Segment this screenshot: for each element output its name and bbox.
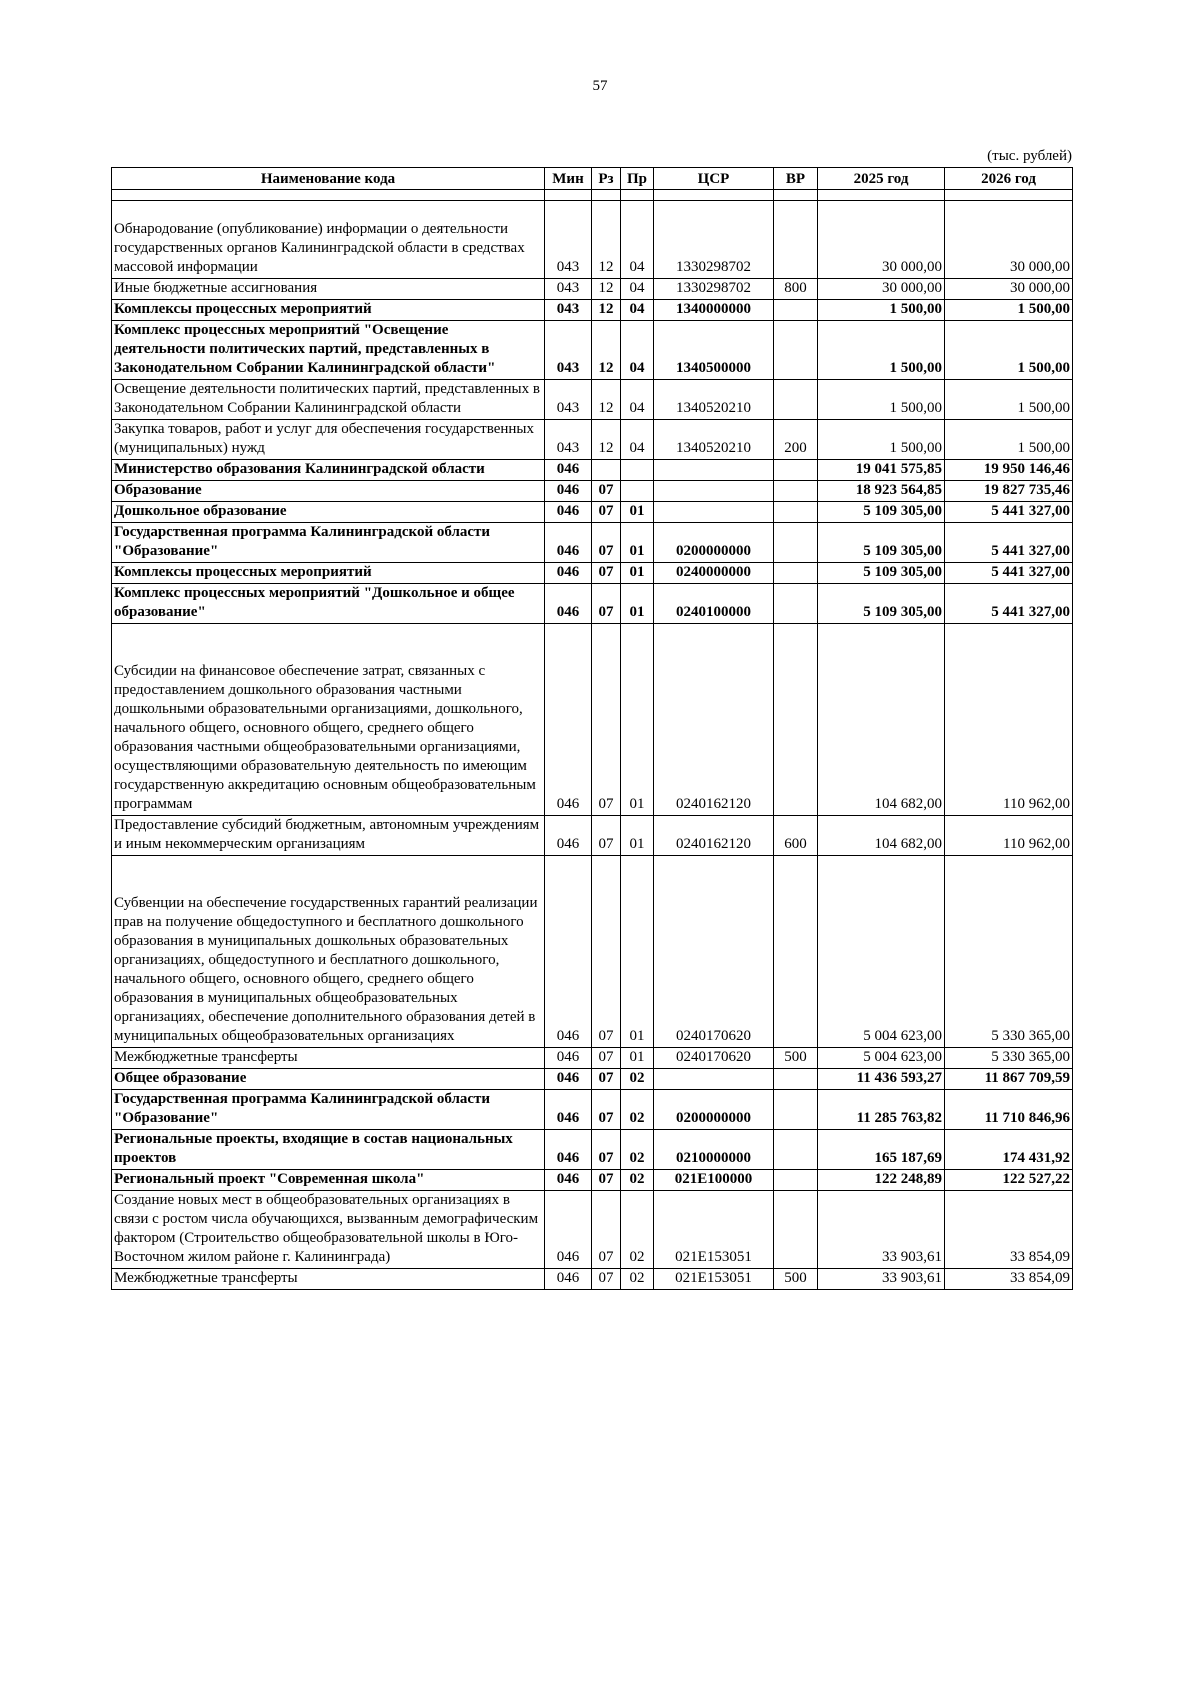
cell-min: 046	[545, 584, 592, 624]
cell-2025: 1 500,00	[818, 300, 945, 321]
cell-pr: 02	[621, 1069, 654, 1090]
cell-2025: 19 041 575,85	[818, 460, 945, 481]
cell-name: Государственная программа Калининградской области "Образование"	[112, 1090, 545, 1130]
cell-min: 046	[545, 1191, 592, 1269]
cell-2026: 30 000,00	[945, 201, 1073, 279]
table-row	[112, 201, 1073, 279]
cell-name: Освещение деятельности политических партий, представленных в Законодательном Собрании Калининградской области	[112, 380, 545, 420]
cell-rz: 12	[592, 321, 621, 380]
cell-rz: 12	[592, 380, 621, 420]
cell-csr: 1340520210	[654, 380, 774, 420]
table-row	[112, 1191, 1073, 1269]
header-name: Наименование кода	[112, 168, 545, 190]
cell-name: Субсидии на финансовое обеспечение затрат, связанных с предоставлением дошкольного образования частными дошкольными образовательными организациями, дошкольного, начального общего, основного общего, среднего общего образования частными общеобразовательными организациями, осуществляющими образовательную деятельность по имеющим государственную аккредитацию основным общеобразовательным программам	[112, 624, 545, 816]
cell-2026: 1 500,00	[945, 380, 1073, 420]
cell-min: 046	[545, 856, 592, 1048]
cell-2026: 33 854,09	[945, 1191, 1073, 1269]
cell-pr: 01	[621, 523, 654, 563]
cell-pr: 01	[621, 816, 654, 856]
table-row	[112, 502, 1073, 523]
cell-min: 046	[545, 1069, 592, 1090]
cell-rz: 07	[592, 1130, 621, 1170]
cell-2026: 5 441 327,00	[945, 563, 1073, 584]
table-row	[112, 481, 1073, 502]
cell-vr	[774, 502, 818, 523]
cell-name: Обнародование (опубликование) информации о деятельности государственных органов Калининградской области в средствах массовой информации	[112, 201, 545, 279]
cell-2025: 1 500,00	[818, 380, 945, 420]
cell-2025: 33 903,61	[818, 1269, 945, 1290]
cell-csr: 0240100000	[654, 584, 774, 624]
cell-pr: 01	[621, 584, 654, 624]
cell-name: Комплекс процессных мероприятий "Дошкольное и общее образование"	[112, 584, 545, 624]
cell-2025: 1 500,00	[818, 420, 945, 460]
cell-rz: 12	[592, 201, 621, 279]
cell-vr	[774, 460, 818, 481]
cell-2025: 1 500,00	[818, 321, 945, 380]
cell-min: 043	[545, 201, 592, 279]
cell-name: Общее образование	[112, 1069, 545, 1090]
cell-csr: 0240162120	[654, 816, 774, 856]
cell-min: 046	[545, 624, 592, 816]
cell-pr: 04	[621, 321, 654, 380]
cell-pr: 01	[621, 502, 654, 523]
table-row	[112, 1170, 1073, 1191]
cell-rz: 07	[592, 523, 621, 563]
cell-min: 046	[545, 563, 592, 584]
cell-vr	[774, 1090, 818, 1130]
cell-min: 046	[545, 1170, 592, 1191]
table-row	[112, 380, 1073, 420]
cell-min: 046	[545, 1269, 592, 1290]
cell-2025: 104 682,00	[818, 816, 945, 856]
cell-2025: 18 923 564,85	[818, 481, 945, 502]
cell-vr	[774, 523, 818, 563]
header-2025: 2025 год	[818, 168, 945, 190]
cell-2026: 5 441 327,00	[945, 584, 1073, 624]
cell-vr: 500	[774, 1269, 818, 1290]
cell-2026: 5 441 327,00	[945, 523, 1073, 563]
cell-name: Межбюджетные трансферты	[112, 1048, 545, 1069]
cell-2025: 30 000,00	[818, 279, 945, 300]
cell-pr: 01	[621, 624, 654, 816]
cell-2025: 11 285 763,82	[818, 1090, 945, 1130]
header-rz: Рз	[592, 168, 621, 190]
cell-vr	[774, 481, 818, 502]
cell-2026: 5 330 365,00	[945, 1048, 1073, 1069]
cell-rz: 07	[592, 1069, 621, 1090]
cell-pr: 04	[621, 201, 654, 279]
cell-2025: 5 109 305,00	[818, 563, 945, 584]
cell-rz: 07	[592, 1090, 621, 1130]
cell-name: Министерство образования Калининградской области	[112, 460, 545, 481]
cell-name: Образование	[112, 481, 545, 502]
cell-min: 046	[545, 523, 592, 563]
cell-2025: 165 187,69	[818, 1130, 945, 1170]
cell-pr: 01	[621, 563, 654, 584]
cell-csr: 0240170620	[654, 1048, 774, 1069]
budget-table	[111, 167, 1073, 1290]
table-row	[112, 300, 1073, 321]
cell-2026: 1 500,00	[945, 420, 1073, 460]
cell-rz: 07	[592, 563, 621, 584]
table-row	[112, 856, 1073, 1048]
cell-min: 046	[545, 460, 592, 481]
cell-csr: 1330298702	[654, 279, 774, 300]
cell-rz: 07	[592, 1048, 621, 1069]
table-row	[112, 523, 1073, 563]
table-row	[112, 1069, 1073, 1090]
table-row	[112, 1048, 1073, 1069]
cell-vr	[774, 201, 818, 279]
cell-2025: 33 903,61	[818, 1191, 945, 1269]
cell-csr: 1340000000	[654, 300, 774, 321]
cell-2026: 5 330 365,00	[945, 856, 1073, 1048]
cell-2025: 5 004 623,00	[818, 1048, 945, 1069]
cell-pr: 04	[621, 279, 654, 300]
spacer-row	[112, 190, 1073, 201]
cell-name: Комплексы процессных мероприятий	[112, 300, 545, 321]
cell-2026: 5 441 327,00	[945, 502, 1073, 523]
cell-csr	[654, 460, 774, 481]
cell-rz: 07	[592, 1269, 621, 1290]
table-row	[112, 816, 1073, 856]
table-row	[112, 1090, 1073, 1130]
cell-name: Иные бюджетные ассигнования	[112, 279, 545, 300]
cell-pr: 01	[621, 1048, 654, 1069]
cell-vr	[774, 856, 818, 1048]
cell-rz: 07	[592, 481, 621, 502]
table-body	[112, 190, 1073, 1290]
cell-csr	[654, 502, 774, 523]
cell-name: Межбюджетные трансферты	[112, 1269, 545, 1290]
cell-min: 046	[545, 1048, 592, 1069]
cell-vr	[774, 584, 818, 624]
cell-pr	[621, 481, 654, 502]
cell-pr: 04	[621, 300, 654, 321]
cell-2025: 11 436 593,27	[818, 1069, 945, 1090]
cell-name: Дошкольное образование	[112, 502, 545, 523]
cell-rz: 12	[592, 300, 621, 321]
cell-2025: 104 682,00	[818, 624, 945, 816]
units-label: (тыс. рублей)	[987, 148, 1072, 164]
cell-csr: 0200000000	[654, 1090, 774, 1130]
cell-vr	[774, 1130, 818, 1170]
header-pr: Пр	[621, 168, 654, 190]
cell-2026: 110 962,00	[945, 816, 1073, 856]
table-row	[112, 420, 1073, 460]
cell-pr: 02	[621, 1130, 654, 1170]
cell-name: Региональный проект "Современная школа"	[112, 1170, 545, 1191]
cell-rz: 07	[592, 624, 621, 816]
cell-vr: 600	[774, 816, 818, 856]
cell-2026: 122 527,22	[945, 1170, 1073, 1191]
cell-pr: 01	[621, 856, 654, 1048]
page-number: 57	[592, 78, 608, 94]
cell-vr	[774, 300, 818, 321]
cell-2026: 19 950 146,46	[945, 460, 1073, 481]
cell-2026: 110 962,00	[945, 624, 1073, 816]
cell-rz: 07	[592, 1191, 621, 1269]
cell-name: Комплексы процессных мероприятий	[112, 563, 545, 584]
cell-name: Региональные проекты, входящие в состав национальных проектов	[112, 1130, 545, 1170]
cell-vr: 800	[774, 279, 818, 300]
cell-2026: 33 854,09	[945, 1269, 1073, 1290]
cell-pr: 02	[621, 1090, 654, 1130]
cell-rz	[592, 460, 621, 481]
header-min: Мин	[545, 168, 592, 190]
cell-rz: 07	[592, 816, 621, 856]
cell-vr: 500	[774, 1048, 818, 1069]
cell-vr	[774, 380, 818, 420]
cell-min: 043	[545, 420, 592, 460]
cell-csr: 0240000000	[654, 563, 774, 584]
table-row	[112, 584, 1073, 624]
cell-2026: 30 000,00	[945, 279, 1073, 300]
cell-pr: 02	[621, 1269, 654, 1290]
cell-rz: 07	[592, 1170, 621, 1191]
cell-rz: 07	[592, 584, 621, 624]
cell-2026: 1 500,00	[945, 321, 1073, 380]
table-header-row	[112, 168, 1073, 190]
cell-min: 043	[545, 300, 592, 321]
cell-min: 046	[545, 481, 592, 502]
cell-pr: 04	[621, 420, 654, 460]
cell-name: Субвенции на обеспечение государственных гарантий реализации прав на получение общедоступного и бесплатного дошкольного образования в муниципальных дошкольных образовательных организациях, общедоступного и бесплатного дошкольного, начального общего, основного общего, среднего общего образования в муниципальных общеобразовательных организациях, обеспечение дополнительного образования детей в муниципальных общеобразовательных организациях	[112, 856, 545, 1048]
cell-rz: 07	[592, 502, 621, 523]
cell-2025: 5 109 305,00	[818, 523, 945, 563]
cell-pr: 04	[621, 380, 654, 420]
cell-2025: 30 000,00	[818, 201, 945, 279]
cell-pr	[621, 460, 654, 481]
cell-name: Создание новых мест в общеобразовательных организациях в связи с ростом числа обучающихся, вызванным демографическим фактором (Строительство общеобразовательной школы в Юго-Восточном жилом районе г. Калининграда)	[112, 1191, 545, 1269]
cell-name: Государственная программа Калининградской области "Образование"	[112, 523, 545, 563]
cell-csr: 0240170620	[654, 856, 774, 1048]
header-csr: ЦСР	[654, 168, 774, 190]
cell-min: 043	[545, 321, 592, 380]
cell-csr	[654, 1069, 774, 1090]
cell-csr: 1340520210	[654, 420, 774, 460]
cell-csr: 0200000000	[654, 523, 774, 563]
cell-min: 046	[545, 1130, 592, 1170]
cell-2025: 122 248,89	[818, 1170, 945, 1191]
cell-name: Комплекс процессных мероприятий "Освещение деятельности политических партий, представленных в Законодательном Собрании Калининградской области"	[112, 321, 545, 380]
cell-min: 046	[545, 816, 592, 856]
cell-2025: 5 109 305,00	[818, 584, 945, 624]
cell-2026: 174 431,92	[945, 1130, 1073, 1170]
cell-min: 043	[545, 380, 592, 420]
table-row	[112, 460, 1073, 481]
table-row	[112, 321, 1073, 380]
cell-name: Предоставление субсидий бюджетным, автономным учреждениям и иным некоммерческим организациям	[112, 816, 545, 856]
cell-min: 046	[545, 502, 592, 523]
cell-csr	[654, 481, 774, 502]
cell-vr	[774, 624, 818, 816]
cell-2026: 1 500,00	[945, 300, 1073, 321]
cell-2026: 19 827 735,46	[945, 481, 1073, 502]
table-row	[112, 1130, 1073, 1170]
table-row	[112, 624, 1073, 816]
cell-csr: 021E100000	[654, 1170, 774, 1191]
cell-vr	[774, 1170, 818, 1191]
header-2026: 2026 год	[945, 168, 1073, 190]
table-row	[112, 563, 1073, 584]
cell-2026: 11 710 846,96	[945, 1090, 1073, 1130]
cell-vr	[774, 1191, 818, 1269]
cell-rz: 07	[592, 856, 621, 1048]
cell-name: Закупка товаров, работ и услуг для обеспечения государственных (муниципальных) нужд	[112, 420, 545, 460]
cell-min: 043	[545, 279, 592, 300]
cell-min: 046	[545, 1090, 592, 1130]
cell-csr: 021E153051	[654, 1269, 774, 1290]
cell-pr: 02	[621, 1191, 654, 1269]
cell-2025: 5 109 305,00	[818, 502, 945, 523]
cell-rz: 12	[592, 420, 621, 460]
cell-vr	[774, 1069, 818, 1090]
table-row	[112, 1269, 1073, 1290]
cell-2026: 11 867 709,59	[945, 1069, 1073, 1090]
cell-csr: 0210000000	[654, 1130, 774, 1170]
table-row	[112, 279, 1073, 300]
cell-rz: 12	[592, 279, 621, 300]
cell-csr: 1330298702	[654, 201, 774, 279]
cell-vr	[774, 563, 818, 584]
cell-2025: 5 004 623,00	[818, 856, 945, 1048]
cell-vr: 200	[774, 420, 818, 460]
cell-pr: 02	[621, 1170, 654, 1191]
cell-vr	[774, 321, 818, 380]
cell-csr: 0240162120	[654, 624, 774, 816]
header-vr: ВР	[774, 168, 818, 190]
cell-csr: 1340500000	[654, 321, 774, 380]
cell-csr: 021E153051	[654, 1191, 774, 1269]
